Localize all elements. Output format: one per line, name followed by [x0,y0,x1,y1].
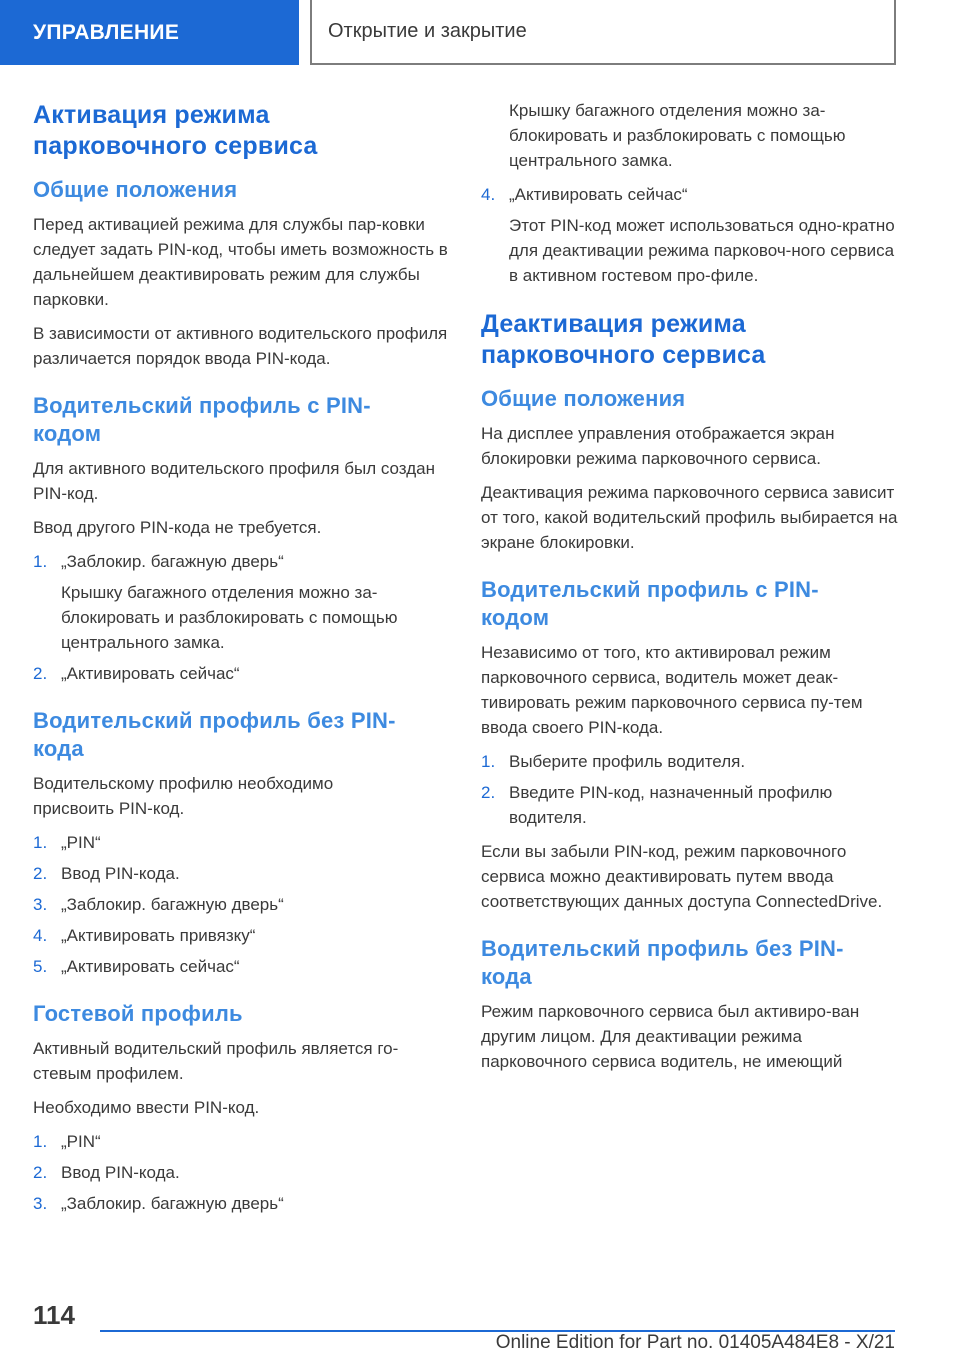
step-text: „Заблокир. багажную дверь“ [61,1194,284,1213]
right-column [481,98,901,1083]
heading-profile-with-pin: Водительский профиль с PIN-кодом [33,393,371,446]
heading-general: Общие положения [33,177,238,202]
step-text: „Активировать сейчас“ [61,664,240,683]
step-text: Выберите профиль водителя. [509,752,746,771]
list-item [33,1129,448,1154]
left-column [33,100,448,1225]
step-number: 4. [33,926,48,945]
list-item [481,780,901,830]
list-item [33,892,448,917]
step-number: 2. [33,1163,48,1182]
header-chapter-label: Открытие и закрытие [328,20,527,42]
steps-list [481,182,901,288]
step-number: 3. [33,895,48,914]
step-number: 1. [33,833,48,852]
heading-guest-profile: Гостевой профиль [33,1001,243,1026]
paragraph: Деактивация режима парковочного сервиса зависит от того, какой водительский профиль выбирается на экране блокировки. [481,483,898,552]
step-number: 1. [33,1132,48,1151]
step-text: Введите PIN-код, назначенный профилю водителя. [509,783,833,827]
list-item [33,861,448,886]
step-number: 2. [33,864,48,883]
list-item [33,830,448,855]
list-item [481,749,901,774]
step-text: „PIN“ [61,1132,101,1151]
header-section-tab [0,0,299,65]
step-text: „Активировать сейчас“ [61,957,240,976]
heading-deactivation: Деактивация режима парковочного сервиса [481,310,766,369]
list-item [33,923,448,948]
footer-edition: Online Edition for Part no. 01405A484E8 - X/21 [495,1332,895,1353]
heading-profile-without-pin: Водительский профиль без PIN-кода [33,708,396,761]
heading-activation: Активация режима парковочного сервиса [33,101,318,160]
step-text: „PIN“ [61,833,101,852]
list-item [33,1160,448,1185]
list-item [33,549,448,655]
step-text: Ввод PIN-кода. [61,1163,180,1182]
step-note: Крышку багажного отделения можно за-блокировать и разблокировать с помощью центрального замка. [61,583,398,652]
steps-list [481,749,901,830]
steps-list [33,549,448,686]
step-text: „Заблокир. багажную дверь“ [61,552,284,571]
paragraph: Для активного водительского профиля был создан PIN-код. [33,459,435,503]
heading-profile-without-pin: Водительский профиль без PIN-кода [481,936,844,989]
paragraph: Режим парковочного сервиса был активиро-ван другим лицом. Для деактивации режима парковочного сервиса водитель, не имеющий [481,1002,860,1071]
list-item [33,1191,448,1216]
list-item [33,661,448,686]
paragraph: Если вы забыли PIN-код, режим парковочного сервиса можно деактивировать путем ввода соответствующих данных доступа ConnectedDrive. [481,842,883,911]
heading-profile-with-pin: Водительский профиль с PIN-кодом [481,577,819,630]
header-chapter [310,0,896,65]
paragraph: Ввод другого PIN-кода не требуется. [33,518,322,537]
step-number: 4. [481,185,496,204]
step-note: Этот PIN-код может использоваться одно-кратно для деактивации режима парковоч-ного сервиса в активном гостевом про-филе. [509,216,895,285]
steps-list [33,830,448,979]
paragraph: Перед активацией режима для службы пар-ковки следует задать PIN-код, чтобы иметь возможность в дальнейшем деактивировать режим для службы парковки. [33,215,448,309]
step-number: 1. [33,552,48,571]
step-number: 2. [33,664,48,683]
step-text: Ввод PIN-кода. [61,864,180,883]
heading-general: Общие положения [481,386,686,411]
steps-list [33,1129,448,1216]
continued-step-note: Крышку багажного отделения можно за-блокировать и разблокировать с помощью центрального замка. [509,101,846,170]
paragraph: Активный водительский профиль является го-стевым профилем. [33,1039,399,1083]
list-item [481,182,901,288]
header-section-label: УПРАВЛЕНИЕ [33,20,180,44]
paragraph: Независимо от того, кто активировал режим парковочного сервиса, водитель может деак-тивировать режим парковочного сервиса пу-тем ввода своего PIN-кода. [481,643,863,737]
step-number: 2. [481,783,496,802]
step-text: „Активировать сейчас“ [509,185,688,204]
step-text: „Активировать привязку“ [61,926,256,945]
paragraph: В зависимости от активного водительского профиля различается порядок ввода PIN-кода. [33,324,448,368]
step-number: 5. [33,957,48,976]
paragraph: Водительскому профилю необходимо присвоить PIN-код. [33,774,334,818]
list-item [33,954,448,979]
step-number: 1. [481,752,496,771]
paragraph: На дисплее управления отображается экран блокировки режима парковочного сервиса. [481,424,835,468]
page-number: 114 [33,1300,75,1330]
paragraph: Необходимо ввести PIN-код. [33,1098,260,1117]
step-number: 3. [33,1194,48,1213]
step-text: „Заблокир. багажную дверь“ [61,895,284,914]
